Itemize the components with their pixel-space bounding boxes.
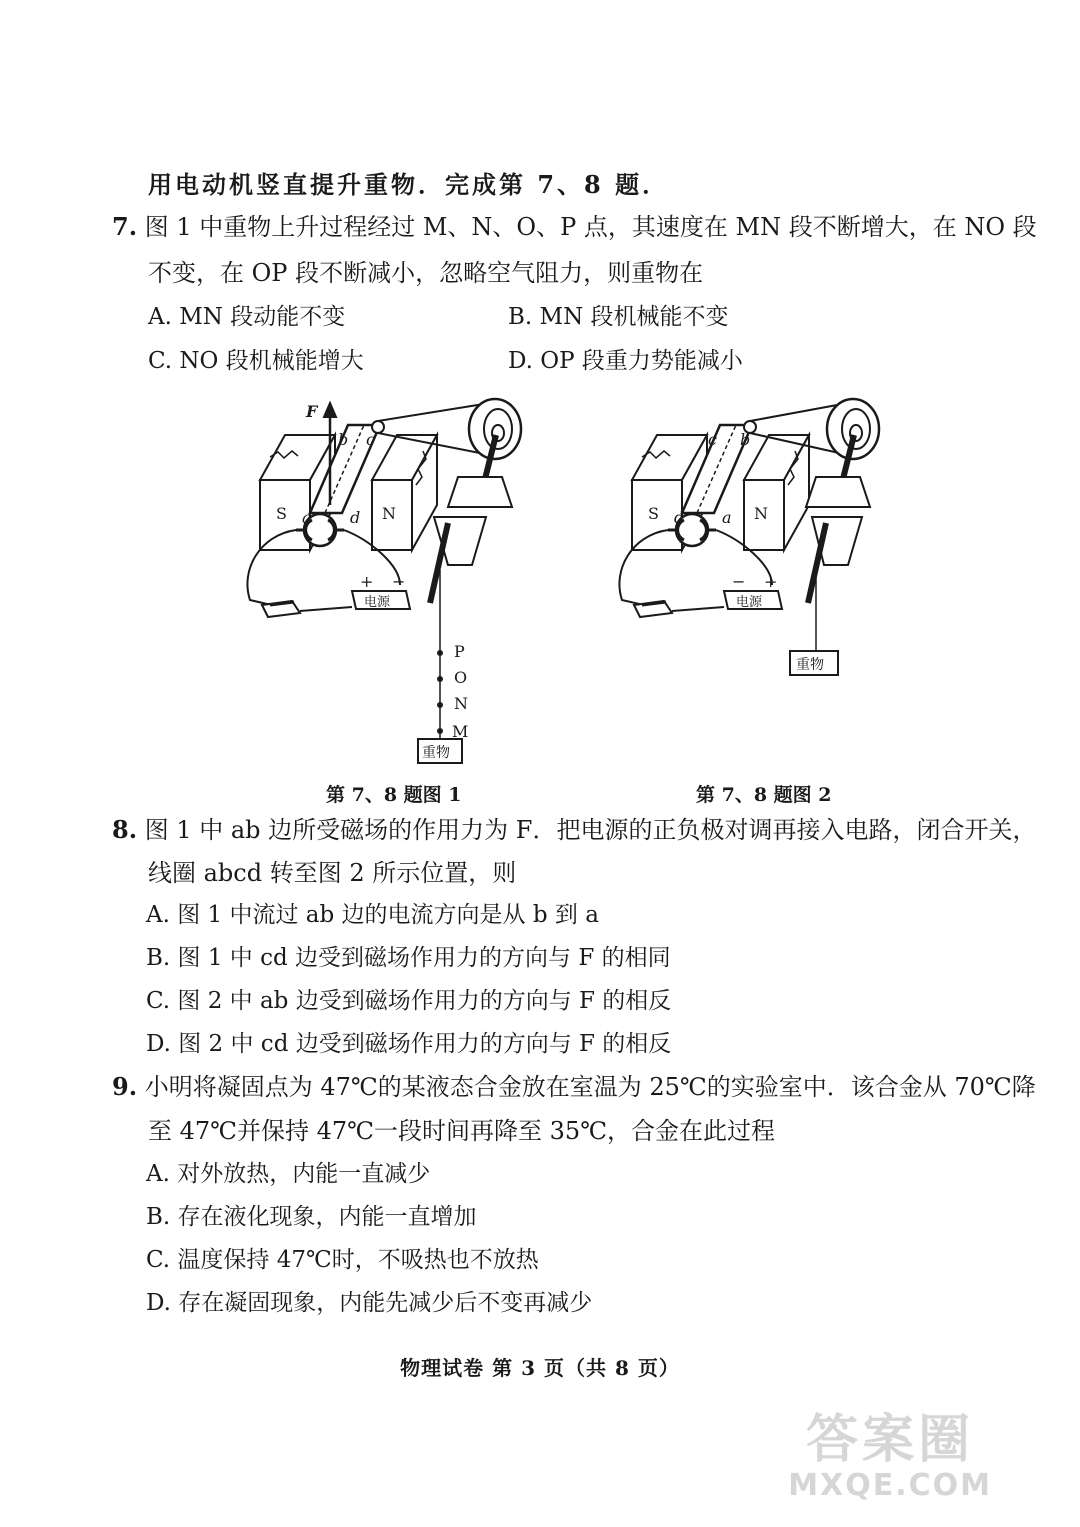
question-8-option-c: C. 图 2 中 ab 边受到磁场作用力的方向与 F 的相反 [146, 988, 672, 1014]
question-9-number: 9. [112, 1072, 138, 1101]
figure-1-motor-diagram [240, 395, 560, 775]
figure-2-caption: 第 7、8 题图 2 [696, 784, 832, 806]
figure-1-label-minus: − [392, 572, 406, 591]
watermark-brand: 答案圈 [806, 1410, 975, 1470]
question-7-option-a: A. MN 段动能不变 [148, 304, 346, 330]
figure-1-caption: 第 7、8 题图 1 [326, 784, 462, 806]
figure-1-point-O: O [454, 668, 468, 687]
figure-2-label-power: 电源 [736, 595, 763, 610]
figure-1-label-a: a [302, 508, 312, 527]
figure-1-label-d: d [350, 508, 361, 527]
question-7-stem-line2: 不变，在 OP 段不断减小，忽略空气阻力，则重物在 [148, 259, 704, 287]
question-7-number: 7. [112, 212, 138, 241]
figure-1-label-c: c [366, 430, 375, 449]
figure-2-label-c: c [708, 430, 717, 449]
question-8-option-a: A. 图 1 中流过 ab 边的电流方向是从 b 到 a [146, 902, 599, 928]
figure-1-point-M: M [452, 722, 469, 741]
figure-2-motor-diagram [612, 395, 902, 685]
question-7-option-c: C. NO 段机械能增大 [148, 348, 364, 374]
question-8-option-d: D. 图 2 中 cd 边受到磁场作用力的方向与 F 的相反 [146, 1031, 672, 1057]
figure-1-label-weight: 重物 [422, 745, 450, 761]
question-8-stem-line1 [112, 815, 1036, 845]
question-9-option-d: D. 存在凝固现象，内能先减少后不变再减少 [146, 1290, 593, 1316]
question-8-number: 8. [112, 815, 138, 844]
figure-1-label-S: S [276, 504, 287, 523]
figure-1-label-plus: + [360, 572, 374, 591]
page-footer: 物理试卷 第 3 页（共 8 页） [400, 1356, 680, 1380]
figure-2-label-weight: 重物 [796, 657, 824, 673]
figure-2-label-S: S [648, 504, 659, 523]
question-9-stem-line1 [112, 1072, 1036, 1102]
figure-1-point-P: P [454, 642, 465, 661]
question-8-stem-line2: 线圈 abcd 转至图 2 所示位置，则 [148, 859, 517, 887]
figure-2-label-b: b [740, 430, 751, 449]
figure-2-label-N: N [754, 504, 768, 523]
figure-1-label-N: N [382, 504, 396, 523]
question-9-option-c: C. 温度保持 47℃时，不吸热也不放热 [146, 1247, 539, 1273]
section-intro: 用电动机竖直提升重物．完成第 7、8 题． [148, 170, 670, 199]
question-7-option-b: B. MN 段机械能不变 [508, 304, 729, 330]
watermark-site: MXQE.COM [788, 1468, 992, 1503]
question-7-stem-line1 [112, 212, 1037, 242]
question-9-option-a: A. 对外放热，内能一直减少 [146, 1161, 431, 1187]
figure-2-label-plus: + [764, 572, 778, 591]
figure-1-label-b: b [338, 430, 349, 449]
figure-1-point-N: N [454, 694, 468, 713]
figure-1-label-F: F [306, 402, 318, 421]
question-8-text: 图 1 中 ab 边所受磁场的作用力为 F．把电源的正负极对调再接入电路，闭合开关， [144, 816, 1037, 844]
figure-2-label-a: a [722, 508, 732, 527]
question-7-option-d: D. OP 段重力势能减小 [508, 348, 743, 374]
question-8-option-b: B. 图 1 中 cd 边受到磁场作用力的方向与 F 的相同 [146, 945, 671, 971]
question-9-stem-line2: 至 47℃并保持 47℃一段时间再降至 35℃，合金在此过程 [148, 1117, 776, 1145]
watermark-logo [788, 1412, 992, 1503]
figure-2-label-d: d [674, 508, 685, 527]
question-9-text: 小明将凝固点为 47℃的某液态合金放在室温为 25℃的实验室中．该合金从 70℃降 [144, 1073, 1036, 1101]
question-9-option-b: B. 存在液化现象，内能一直增加 [146, 1204, 477, 1230]
figure-2-label-minus: − [732, 572, 746, 591]
figure-1-label-power: 电源 [364, 595, 391, 610]
question-7-text: 图 1 中重物上升过程经过 M、N、O、P 点，其速度在 MN 段不断增大，在 NO 段 [144, 213, 1037, 241]
